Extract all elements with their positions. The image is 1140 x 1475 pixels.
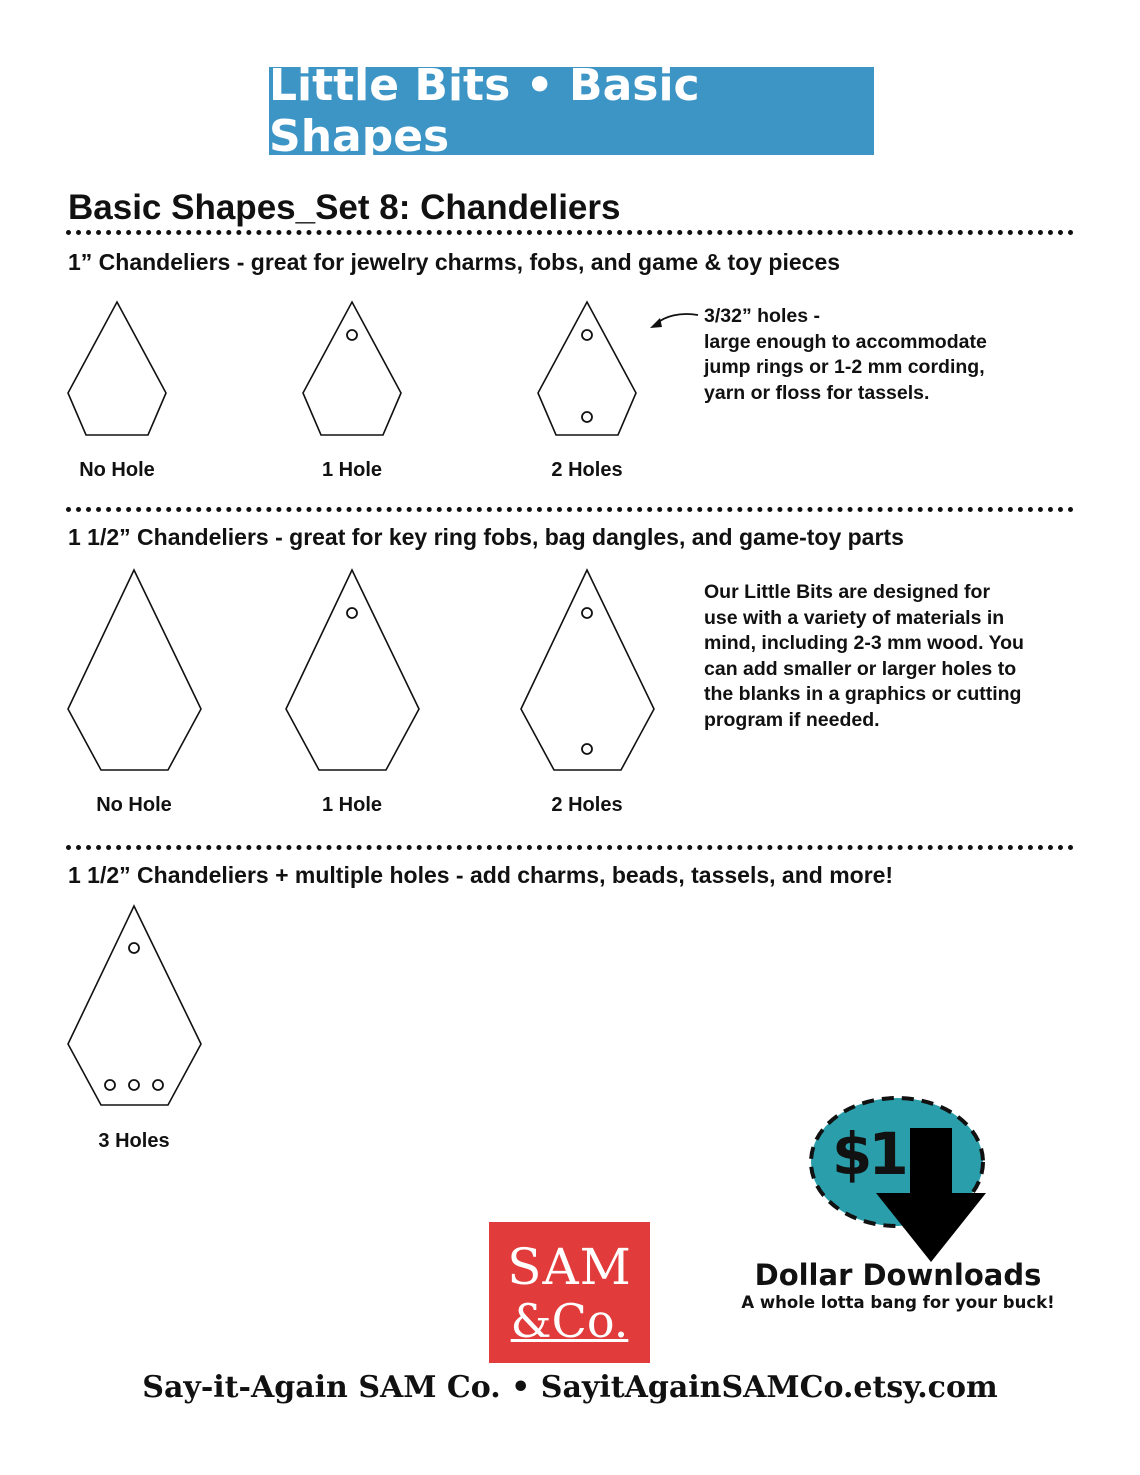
holes-note bbox=[704, 304, 1084, 406]
shape-label: No Hole bbox=[96, 794, 172, 816]
hole bbox=[582, 412, 592, 422]
section-heading: 1 1/2” Chandeliers - great for key ring fobs, bag dangles, and game-toy parts bbox=[68, 524, 904, 550]
shape-label: No Hole bbox=[79, 459, 155, 481]
note-line: the blanks in a graphics or cutting bbox=[704, 683, 1022, 705]
dollar-downloads-title: Dollar Downloads bbox=[754, 1258, 1042, 1292]
hole bbox=[582, 330, 592, 340]
hole bbox=[582, 744, 592, 754]
note-line: jump rings or 1-2 mm cording, bbox=[704, 356, 985, 378]
section-heading: 1 1/2” Chandeliers + multiple holes - add charms, beads, tassels, and more! bbox=[68, 862, 894, 888]
note-line: program if needed. bbox=[704, 708, 880, 731]
hole bbox=[347, 608, 357, 618]
shape-label: 1 Hole bbox=[321, 459, 383, 481]
price-text: $1 bbox=[832, 1120, 905, 1188]
header-title: Little Bits • Basic Shapes bbox=[269, 60, 700, 162]
chandelier-shape bbox=[68, 302, 166, 435]
note-line: 3/32” holes - bbox=[704, 305, 820, 327]
note-line: large enough to accommodate bbox=[704, 330, 987, 353]
section-heading: 1” Chandeliers - great for jewelry charms, fobs, and game & toy pieces bbox=[68, 249, 841, 275]
chandelier-shape bbox=[68, 570, 201, 770]
note-line: Our Little Bits are designed for bbox=[704, 581, 991, 603]
shape-label: 2 Holes bbox=[551, 459, 623, 481]
chandelier-shape bbox=[286, 570, 419, 770]
note-line: yarn or floss for tassels. bbox=[704, 381, 930, 404]
hole bbox=[347, 330, 357, 340]
shape-label: 3 Holes bbox=[98, 1130, 170, 1152]
hole bbox=[129, 1080, 139, 1090]
chandelier-shape bbox=[303, 302, 401, 435]
hole bbox=[105, 1080, 115, 1090]
chandelier-shape bbox=[68, 906, 201, 1105]
note-line: can add smaller or larger holes to bbox=[704, 657, 1017, 680]
shape-label: 2 Holes bbox=[551, 794, 623, 816]
dollar-downloads-tagline: A whole lotta bang for your buck! bbox=[741, 1293, 1055, 1312]
logo-line-1: SAM bbox=[507, 1237, 632, 1296]
hole bbox=[129, 943, 139, 953]
shape-label: 1 Hole bbox=[321, 794, 383, 816]
arrow-head bbox=[650, 318, 662, 328]
hole bbox=[153, 1080, 163, 1090]
sam-co-logo bbox=[489, 1222, 650, 1363]
logo-line-2: &Co. bbox=[510, 1293, 629, 1348]
hole bbox=[582, 608, 592, 618]
note-line: mind, including 2-3 mm wood. You bbox=[704, 632, 1024, 654]
note-line: use with a variety of materials in bbox=[704, 606, 1005, 629]
page-title: Basic Shapes_Set 8: Chandeliers bbox=[68, 188, 621, 227]
chandelier-shape bbox=[521, 570, 654, 770]
materials-note bbox=[704, 580, 1104, 733]
arrow-icon bbox=[656, 314, 698, 324]
footer-text: Say-it-Again SAM Co. • SayitAgainSAMCo.etsy.com bbox=[142, 1370, 998, 1405]
